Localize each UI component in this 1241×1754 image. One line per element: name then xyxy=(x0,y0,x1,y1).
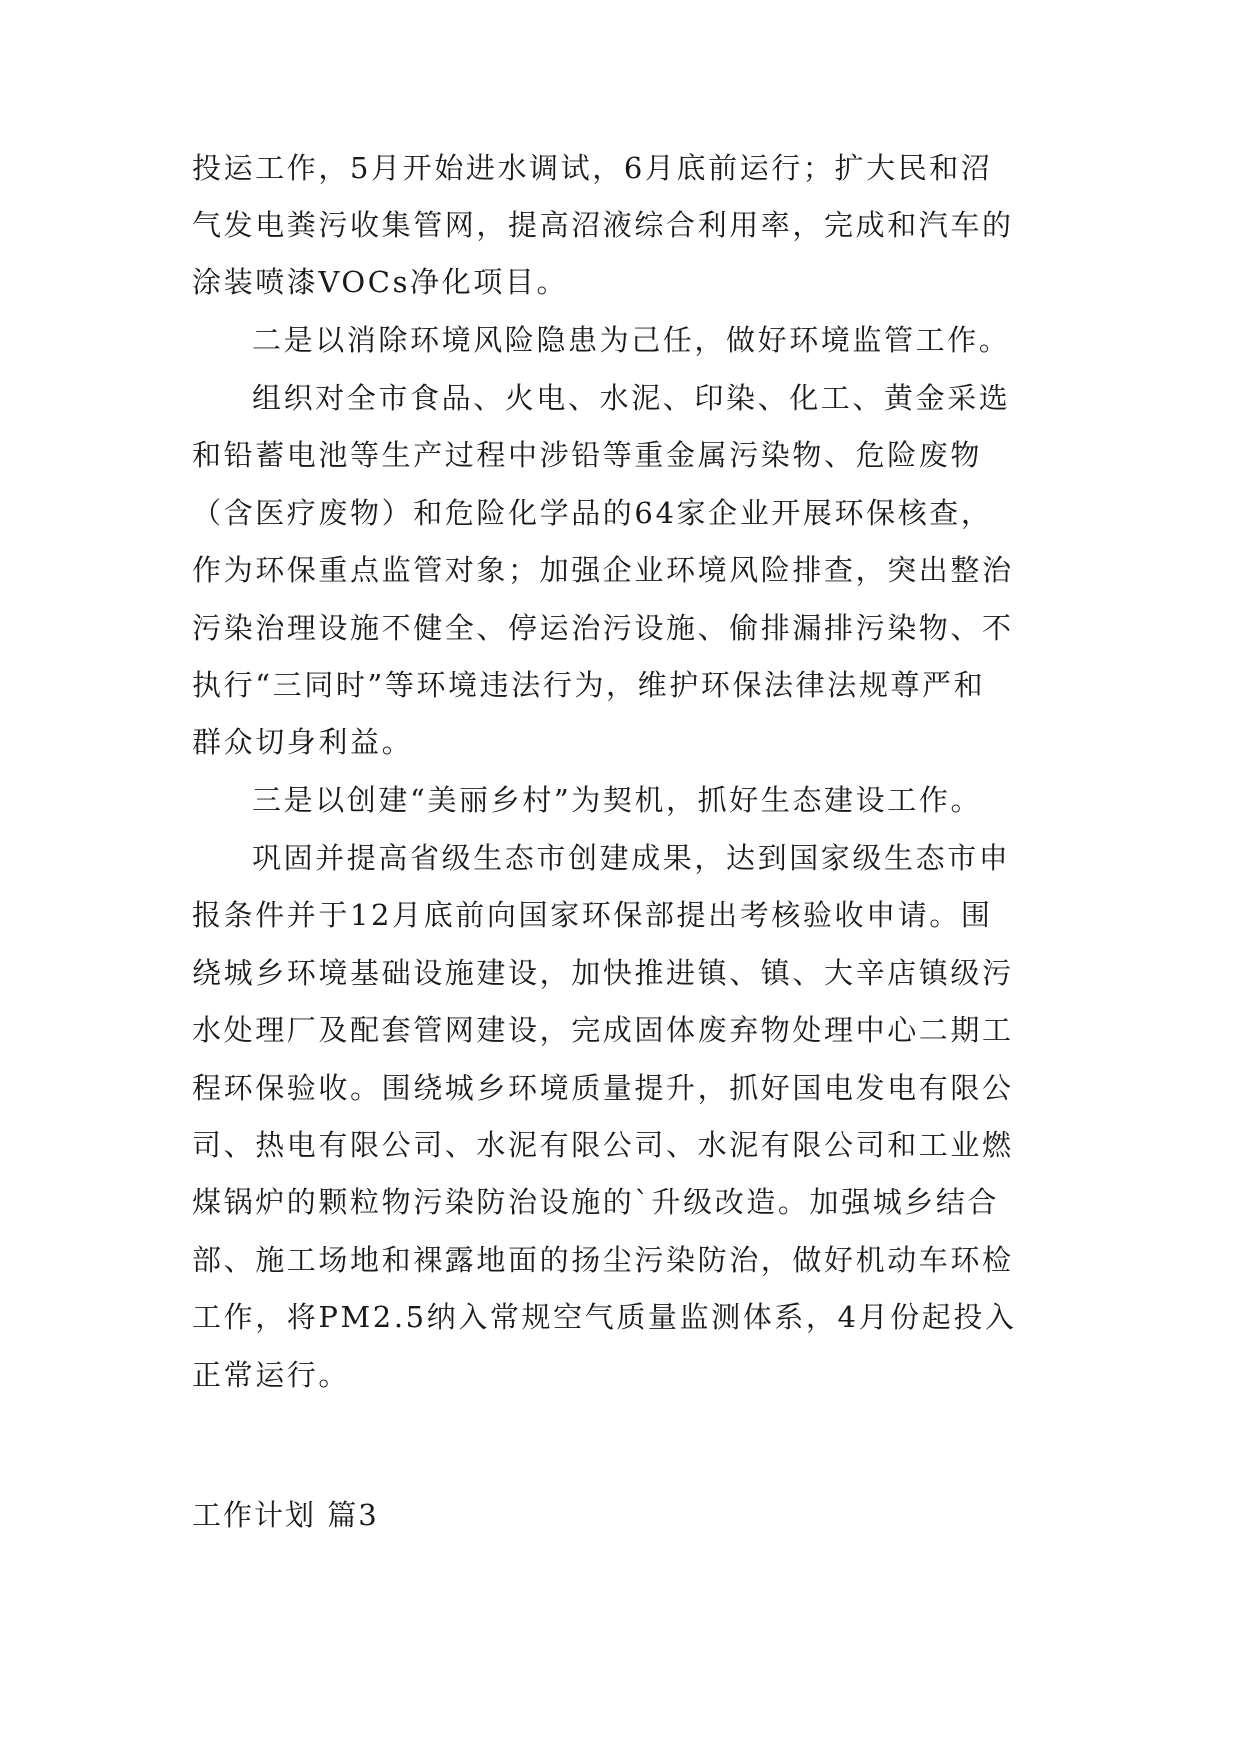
paragraph-3-line-6: 执行“三同时”等环境违法行为，维护环保法律法规尊严和 xyxy=(192,668,986,702)
paragraph-5-line-10: 正常运行。 xyxy=(192,1358,351,1392)
paragraph-3-line-7: 群众切身利益。 xyxy=(192,725,414,759)
paragraph-5-line-1: 巩固并提高省级生态市创建成果，达到国家级生态市申 xyxy=(252,841,1011,875)
paragraph-1-line-3: 涂装喷漆VOCs净化项目。 xyxy=(192,265,569,299)
paragraph-5-line-2: 报条件并于12月底前向国家环保部提出考核验收申请。围 xyxy=(192,898,993,932)
paragraph-3-line-1: 组织对全市食品、火电、水泥、印染、化工、黄金采选 xyxy=(252,381,1011,415)
paragraph-5-line-6: 司、热电有限公司、水泥有限公司、水泥有限公司和工业燃 xyxy=(192,1128,1014,1162)
paragraph-1-line-1: 投运工作，5月开始进水调试，6月底前运行；扩大民和沼 xyxy=(192,151,993,185)
paragraph-5-line-5: 程环保验收。围绕城乡环境质量提升，抓好国电发电有限公 xyxy=(192,1071,1014,1105)
paragraph-3-line-5: 污染治理设施不健全、停运治污设施、偷排漏排污染物、不 xyxy=(192,611,1014,645)
paragraph-5-line-7: 煤锅炉的颗粒物污染防治设施的`升级改造。加强城乡结合 xyxy=(192,1185,1000,1219)
paragraph-3-line-4: 作为环保重点监管对象；加强企业环境风险排查，突出整治 xyxy=(192,553,1014,587)
paragraph-5-line-9: 工作，将PM2.5纳入常规空气质量监测体系，4月份起投入 xyxy=(192,1300,1017,1334)
paragraph-5-line-3: 绕城乡环境基础设施建设，加快推进镇、镇、大辛店镇级污 xyxy=(192,956,1014,990)
paragraph-3-line-3: （含医疗废物）和危险化学品的64家企业开展环保核查， xyxy=(192,496,993,530)
paragraph-2-line-1: 二是以消除环境风险隐患为己任，做好环境监管工作。 xyxy=(252,323,1011,357)
paragraph-5-line-8: 部、施工场地和裸露地面的扬尘污染防治，做好机动车环检 xyxy=(192,1243,1014,1277)
paragraph-3-line-2: 和铅蓄电池等生产过程中涉铅等重金属污染物、危险废物 xyxy=(192,438,983,472)
paragraph-4-line-1: 三是以创建“美丽乡村”为契机，抓好生态建设工作。 xyxy=(252,783,983,817)
paragraph-1-line-2: 气发电粪污收集管网，提高沼液综合利用率，完成和汽车的 xyxy=(192,208,1014,242)
section-heading: 工作计划 篇3 xyxy=(192,1498,379,1532)
paragraph-5-line-4: 水处理厂及配套管网建设，完成固体废弃物处理中心二期工 xyxy=(192,1013,1014,1047)
